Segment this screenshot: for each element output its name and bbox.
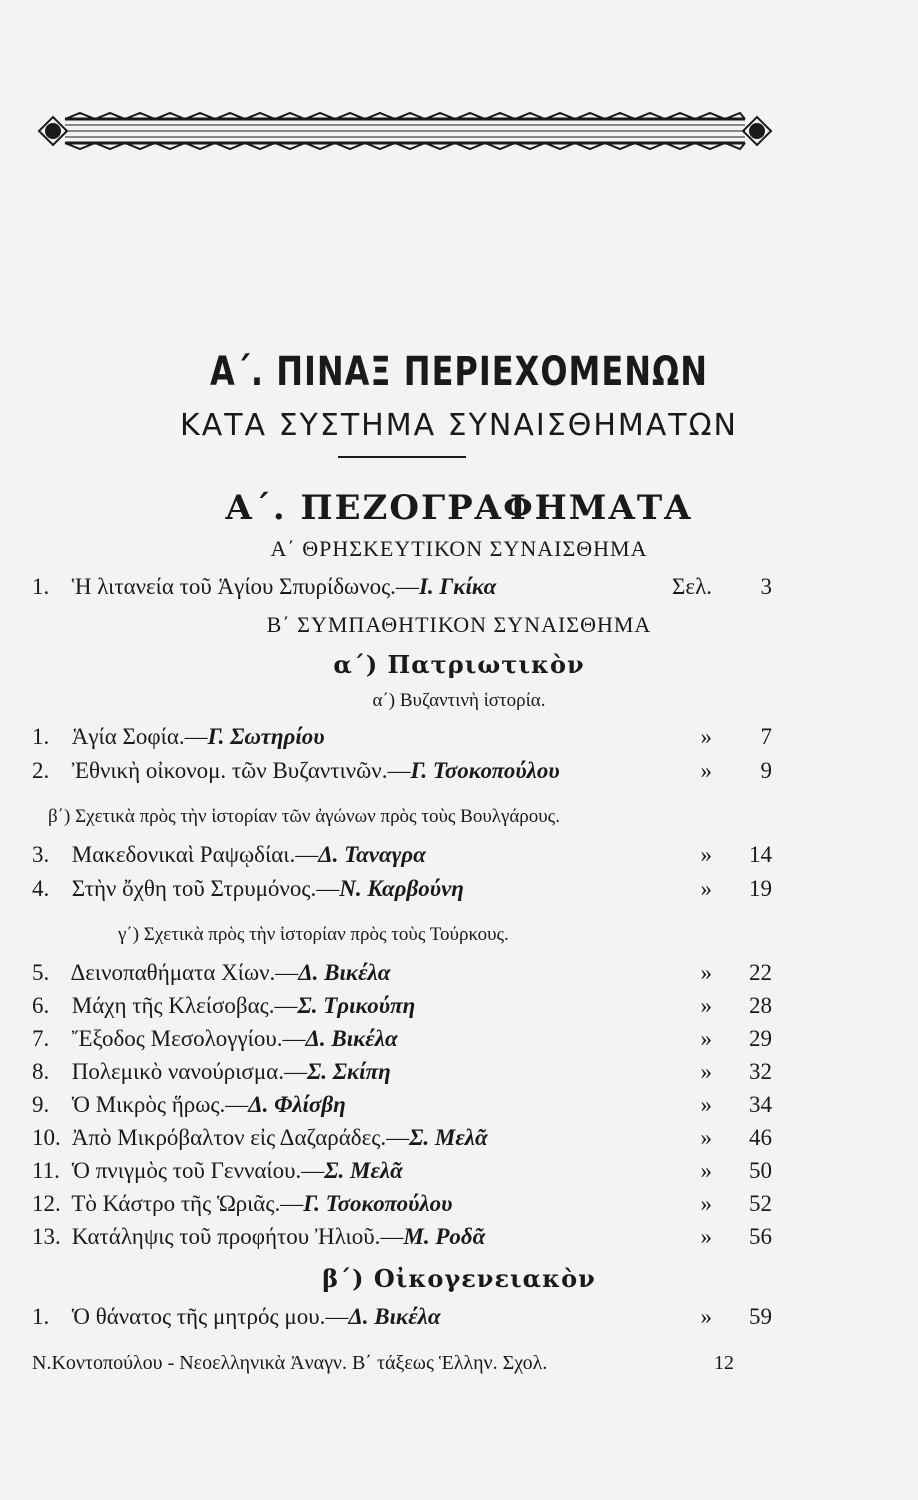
subsection-bulgarians: β΄) Σχετικὰ πρὸς τὴν ἱστορίαν τῶν ἀγώνων πρὸς τοὺς Βουλγάρους.: [48, 806, 560, 827]
entry-turks-10: 10. Ἀπὸ Μικρόβαλτον εἰς Δαζαράδες.—Σ. Μελᾶ » 46: [32, 1125, 772, 1150]
entry-bulgarians-4: 4. Στὴν ὄχθη τοῦ Στρυμόνος.—Ν. Καρβούνη » 19: [32, 876, 772, 901]
subsection-patriotic: α΄) Πατριωτικὸν: [333, 650, 585, 679]
section-sympathetic: Β΄ ΣΥΜΠΑΘΗΤΙΚΟΝ ΣΥΝΑΙΣΘΗΜΑ: [266, 612, 652, 637]
entry-byzantine-2: 2. Ἐθνικὴ οἰκονομ. τῶν Βυζαντινῶν.—Γ. Τσοκοπούλου » 9: [32, 758, 772, 783]
footer-text: Ν.Κοντοπούλου - Νεοελληνικὰ Ἀναγν. Β΄ τάξεως Ἑλλην. Σχολ.: [32, 1352, 548, 1374]
entry-turks-5: 5. Δεινοπαθήματα Χίων.—Δ. Βικέλα » 22: [32, 960, 772, 985]
entry-turks-7: 7. Ἔξοδος Μεσολογγίου.—Δ. Βικέλα » 29: [32, 1026, 772, 1051]
entry-turks-9: 9. Ὁ Μικρὸς ἥρως.—Δ. Φλίσβη » 34: [32, 1092, 772, 1117]
page-footer: [32, 1352, 752, 1375]
entry-bulgarians-3: 3. Μακεδονικαὶ Ραψῳδίαι.—Δ. Ταναγρα » 14: [32, 842, 772, 867]
entry-turks-12: 12. Τὸ Κάστρο τῆς Ὡριᾶς.—Γ. Τσοκοπούλου » 52: [32, 1191, 772, 1216]
section-heading-prose: Α΄. ΠΕΖΟΓΡΑΦΗΜΑΤΑ: [225, 488, 693, 528]
table-subtitle: ΚΑΤΑ ΣΥΣΤΗΜΑ ΣΥΝΑΙΣΘΗΜΑΤΩΝ: [180, 408, 738, 443]
entry-turks-13: 13. Κατάληψις τοῦ προφήτου Ἠλιοῦ.—Μ. Ροδᾶ » 56: [32, 1224, 772, 1249]
entry-turks-11: 11. Ὁ πνιγμὸς τοῦ Γενναίου.—Σ. Μελᾶ » 50: [32, 1158, 772, 1183]
table-title: Α΄. ΠΙΝΑΞ ΠΕΡΙΕΧΟΜΕΝΩΝ: [210, 347, 708, 395]
entry-religious-1: 1. Ἡ λιτανεία τοῦ Ἁγίου Σπυρίδωνος.—Ι. Γκίκα Σελ. 3: [32, 574, 772, 599]
entry-family-1: 1. Ὁ θάνατος τῆς μητρός μου.—Δ. Βικέλα » 59: [32, 1304, 772, 1329]
subsection-family: β΄) Οἰκογενειακὸν: [322, 1264, 596, 1293]
entry-turks-8: 8. Πολεμικὸ νανούρισμα.—Σ. Σκίπη » 32: [32, 1059, 772, 1084]
entry-byzantine-1: 1. Ἁγία Σοφία.—Γ. Σωτηρίου » 7: [32, 724, 772, 749]
subsection-byzantine: α΄) Βυζαντινὴ ἱστορία.: [372, 690, 546, 711]
subsection-turks: γ΄) Σχετικὰ πρὸς τὴν ἱστορίαν πρὸς τοὺς Τούρκους.: [118, 924, 509, 945]
divider: [338, 456, 466, 458]
signature-mark: 12: [714, 1352, 734, 1374]
entry-turks-6: 6. Μάχη τῆς Κλείσοβας.—Σ. Τρικούπη » 28: [32, 993, 772, 1018]
section-religious: Α΄ ΘΡΗΣΚΕΥΤΙΚΟΝ ΣΥΝΑΙΣΘΗΜΑ: [270, 536, 648, 561]
ornamental-border: [35, 105, 775, 157]
